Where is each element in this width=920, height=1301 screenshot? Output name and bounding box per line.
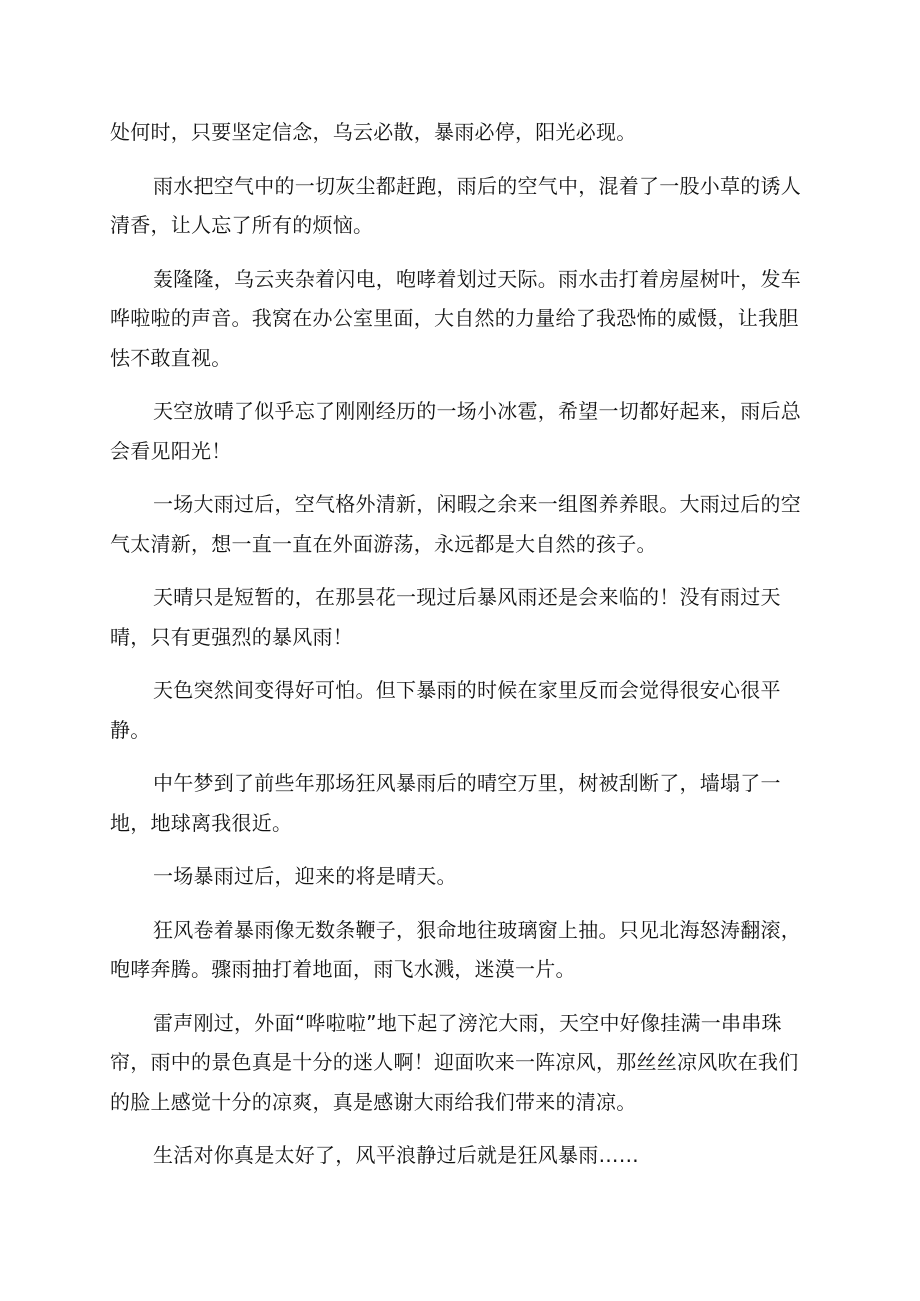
paragraph-12: 生活对你真是太好了，风平浪静过后就是狂风暴雨…… — [153, 1143, 639, 1167]
paragraph-7: 天色突然间变得好可怕。但下暴雨的时候在家里反而会觉得很安心很平静。 — [110, 678, 781, 742]
paragraph-1: 处何时，只要坚定信念，乌云必散，暴雨必停，阳光必现。 — [110, 120, 637, 144]
paragraph-4: 天空放晴了似乎忘了刚刚经历的一场小冰雹，希望一切都好起来，雨后总会看见阳光！ — [110, 399, 801, 463]
paragraph-11: 雷声刚过，外面“哗啦啦”地下起了滂沱大雨，天空中好像挂满一串串珠帘，雨中的景色真是十分的迷人啊！迎面吹来一阵凉风，那丝丝凉风吹在我们的脸上感觉十分的凉爽，真是感谢大雨给我们带来的清凉。 — [110, 1010, 799, 1114]
document-body — [110, 113, 815, 1190]
paragraph-5: 一场大雨过后，空气格外清新，闲暇之余来一组图养养眼。大雨过后的空气太清新，想一直一直在外面游荡，永远都是大自然的孩子。 — [110, 492, 801, 556]
paragraph-9: 一场暴雨过后，迎来的将是晴天。 — [153, 864, 457, 888]
paragraph-3: 轰隆隆，乌云夹杂着闪电，咆哮着划过天际。雨水击打着房屋树叶，发车哗啦啦的声音。我窝在办公室里面，大自然的力量给了我恐怖的威慑，让我胆怯不敢直视。 — [110, 266, 801, 370]
paragraph-2: 雨水把空气中的一切灰尘都赶跑，雨后的空气中，混着了一股小草的诱人清香，让人忘了所有的烦恼。 — [110, 173, 801, 237]
paragraph-8: 中午梦到了前些年那场狂风暴雨后的晴空万里，树被刮断了，墙塌了一地，地球离我很近。 — [110, 771, 781, 835]
paragraph-10: 狂风卷着暴雨像无数条鞭子，狠命地往玻璃窗上抽。只见北海怒涛翻滚，咆哮奔腾。骤雨抽打着地面，雨飞水溅，迷漠一片。 — [110, 917, 801, 981]
paragraph-6: 天晴只是短暂的，在那昙花一现过后暴风雨还是会来临的！没有雨过天晴，只有更强烈的暴风雨！ — [110, 585, 781, 649]
